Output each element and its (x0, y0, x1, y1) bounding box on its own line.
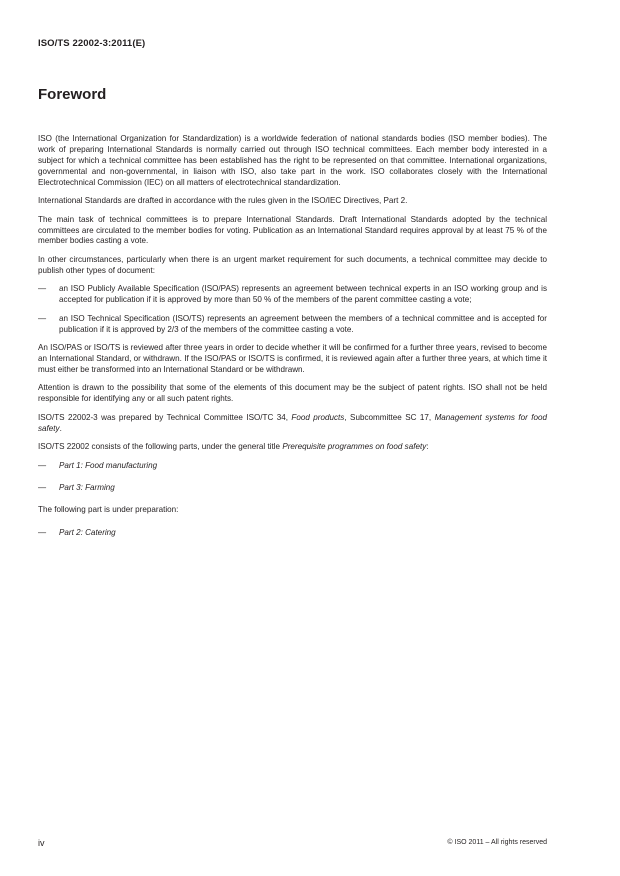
list-item-iso-ts (38, 314, 547, 336)
list-item-part-1 (38, 461, 547, 472)
page-title: Foreword (38, 86, 107, 103)
paragraph-under-preparation: The following part is under preparation: (38, 505, 179, 515)
paragraph-directives: International Standards are drafted in accordance with the rules given in the ISO/IEC Directives, Part 2. (38, 196, 408, 206)
dash-marker: — (38, 483, 47, 493)
list-item-part-3 (38, 483, 547, 494)
document-id: ISO/TS 22002-3:2011(E) (38, 38, 146, 49)
text-segment: ISO/TS 22002-3 was prepared by Technical Committee ISO/TC 34, (38, 412, 292, 422)
paragraph-iso-intro: ISO (the International Organization for Standardization) is a worldwide federation of national standards bodies (ISO member bodies). The work of preparing International Standards is normally carried out through ISO technical committees. Each member body interested in a subject for which a technical committee has been established has the right to be represented on that committee. International organizations, governmental and non-governmental, in liaison with ISO, also take part in the work. ISO collaborates closely with the International Electrotechnical Commission (IEC) on all matters of electrotechnical standardization. (38, 134, 547, 187)
subcommittee-title: Management systems for food safety (38, 412, 547, 433)
paragraph-review: An ISO/PAS or ISO/TS is reviewed after three years in order to decide whether it will be confirmed for a further three years, revised to become an International Standard, or withdrawn. If the ISO/PAS or ISO/TS is confirmed, it is reviewed again after a further three years, at which time it must either be transformed into an International Standard or be withdrawn. (38, 343, 547, 374)
dash-marker: — (38, 313, 47, 323)
paragraph-prepared-by (38, 413, 547, 435)
paragraph-parts-intro (38, 442, 547, 453)
list-item-text: an ISO Publicly Available Specification (ISO/PAS) represents an agreement between technical experts in an ISO working group and is accepted for publication if it is approved by more than 50 % of the members of the parent committee casting a vote; (59, 284, 547, 305)
dash-marker: — (38, 460, 47, 470)
page-number: iv (38, 838, 45, 848)
part-title: Part 1: Food manufacturing (59, 460, 158, 470)
foreword-body (38, 134, 547, 550)
list-item-text: an ISO Technical Specification (ISO/TS) represents an agreement between the members of a technical committee and is accepted for publication if it is approved by 2/3 of the members of the committee casting a vote. (59, 313, 547, 334)
paragraph-main-task: The main task of technical committees is to prepare International Standards. Draft International Standards adopted by the technical committees are circulated to the member bodies for voting. Publication as an International Standard requires approval by at least 75 % of the member bodies casting a vote. (38, 214, 547, 246)
paragraph-patent: Attention is drawn to the possibility that some of the elements of this document may be the subject of patent rights. ISO shall not be held responsible for identifying any or all such patent rights. (38, 383, 547, 404)
list-item-part-2 (38, 528, 547, 539)
part-title: Part 2: Catering (59, 527, 116, 537)
text-segment: ISO/TS 22002 consists of the following parts, under the general title (38, 442, 283, 452)
general-title: Prerequisite programmes on food safety (282, 442, 427, 452)
text-segment: : (426, 442, 429, 452)
list-item-iso-pas (38, 284, 547, 306)
copyright-notice: © ISO 2011 – All rights reserved (447, 839, 547, 846)
dash-marker: — (38, 527, 47, 537)
text-segment: . (59, 423, 62, 433)
text-segment: , Subcommittee SC 17, (344, 412, 435, 422)
dash-marker: — (38, 284, 47, 294)
committee-title: Food products (291, 412, 345, 422)
paragraph-other-circumstances: In other circumstances, particularly when there is an urgent market requirement for such documents, a technical committee may decide to publish other types of document: (38, 254, 547, 275)
part-title: Part 3: Farming (59, 483, 115, 493)
